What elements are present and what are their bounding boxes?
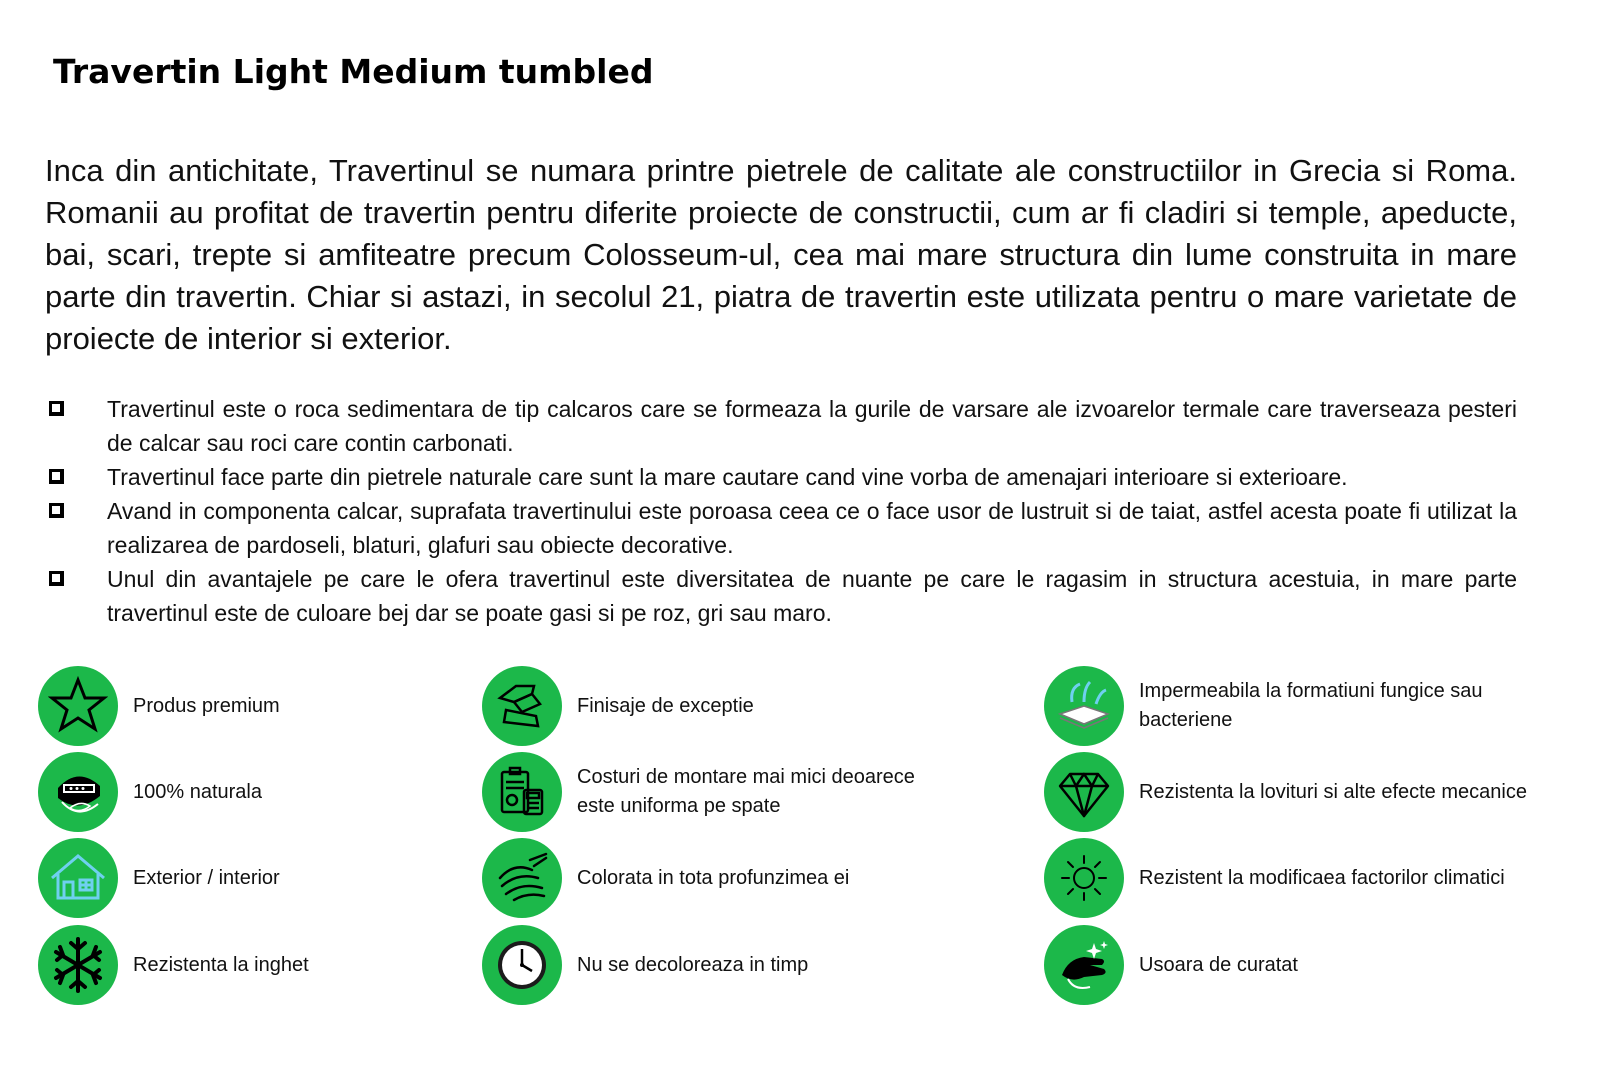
feature-climate xyxy=(1044,838,1539,918)
feature-premium xyxy=(38,666,280,746)
feature-impact xyxy=(1044,752,1539,832)
page-title: Travertin Light Medium tumbled xyxy=(53,52,654,91)
checkbox-bullet-icon xyxy=(49,469,64,484)
feature-label: Exterior / interior xyxy=(133,866,280,889)
snowflake-icon xyxy=(38,925,118,1005)
calculator-clipboard-icon xyxy=(482,752,562,832)
bullet-text: Avand in componenta calcar, suprafata travertinului este poroasa ceea ce o face usor de lustruit si de taiat, astfel acesta poate fi utilizat la realizarea de pardoseli, blaturi, glafuri sau obiecte decorative. xyxy=(107,498,1517,558)
feature-frost xyxy=(38,925,309,1005)
feature-color-depth xyxy=(482,838,849,918)
feature-easy-clean xyxy=(1044,925,1539,1005)
feature-install-costs xyxy=(482,752,957,832)
sun-weather-icon xyxy=(1044,838,1124,918)
feature-no-fading xyxy=(482,925,808,1005)
color-swirl-icon xyxy=(482,838,562,918)
bullet-text: Travertinul este o roca sedimentara de tip calcaros care se formeaza la gurile de varsare ale izvoarelor termale care traverseaza pesteri de calcar sau roci care contin carbonati. xyxy=(107,396,1517,456)
feature-label: Usoara de curatat xyxy=(1139,953,1298,976)
checkbox-bullet-icon xyxy=(49,503,64,518)
feature-natural xyxy=(38,752,262,832)
waterproof-layers-icon xyxy=(1044,666,1124,746)
checkbox-bullet-icon xyxy=(49,401,64,416)
bullet-text: Travertinul face parte din pietrele naturale care sunt la mare cautare cand vine vorba de amenajari interioare si exterioare. xyxy=(107,464,1348,490)
feature-label: Rezistenta la inghet xyxy=(133,953,309,976)
feature-label: Impermeabila la formatiuni fungice sau bacteriene xyxy=(1139,680,1483,731)
feature-label: Rezistenta la lovituri si alte efecte mecanice xyxy=(1139,780,1527,803)
house-icon xyxy=(38,838,118,918)
bullet-item xyxy=(45,494,1517,562)
feature-label: Costuri de montare mai mici deoarece este uniforma pe spate xyxy=(577,766,915,817)
cleaning-hand-icon xyxy=(1044,925,1124,1005)
bullet-item xyxy=(45,460,1517,494)
checkbox-bullet-icon xyxy=(49,571,64,586)
bullet-text: Unul din avantajele pe care le ofera travertinul este diversitatea de nuante pe care le ragasim in structura acestuia, in mare parte travertinul este de culoare bej dar se poate gasi si pe roz, gri sau maro. xyxy=(107,566,1517,626)
intro-paragraph: Inca din antichitate, Travertinul se numara printre pietrele de calitate ale constructiilor in Grecia si Roma. Romanii au profitat de travertin pentru diferite proiecte de constructii, cum ar fi cladiri si temple, apeducte, bai, scari, trepte si amfiteatre precum Colosseum-ul, cea mai mare structura din lume construita in mare parte din travertin. Chiar si astazi, in secolul 21, piatra de travertin este utilizata pentru o mare varietate de proiecte de interior si exterior. xyxy=(45,153,1517,356)
bullet-item xyxy=(45,562,1517,630)
feature-exterior-interior xyxy=(38,838,280,918)
star-icon xyxy=(38,666,118,746)
diamond-icon xyxy=(1044,752,1124,832)
feature-finishes xyxy=(482,666,754,746)
feature-label: Nu se decoloreaza in timp xyxy=(577,953,809,976)
clock-icon xyxy=(482,925,562,1005)
bullet-list xyxy=(45,392,1517,630)
feature-label: Finisaje de exceptie xyxy=(577,694,754,717)
trowel-icon xyxy=(482,666,562,746)
feature-label: Produs premium xyxy=(133,694,280,717)
feature-label: 100% naturala xyxy=(133,780,262,803)
bullet-item xyxy=(45,392,1517,460)
feature-label: Rezistent la modificaea factorilor climatici xyxy=(1139,866,1505,889)
natural-leaf-icon xyxy=(38,752,118,832)
feature-label: Colorata in tota profunzimea ei xyxy=(577,866,850,889)
feature-waterproof xyxy=(1044,666,1539,746)
